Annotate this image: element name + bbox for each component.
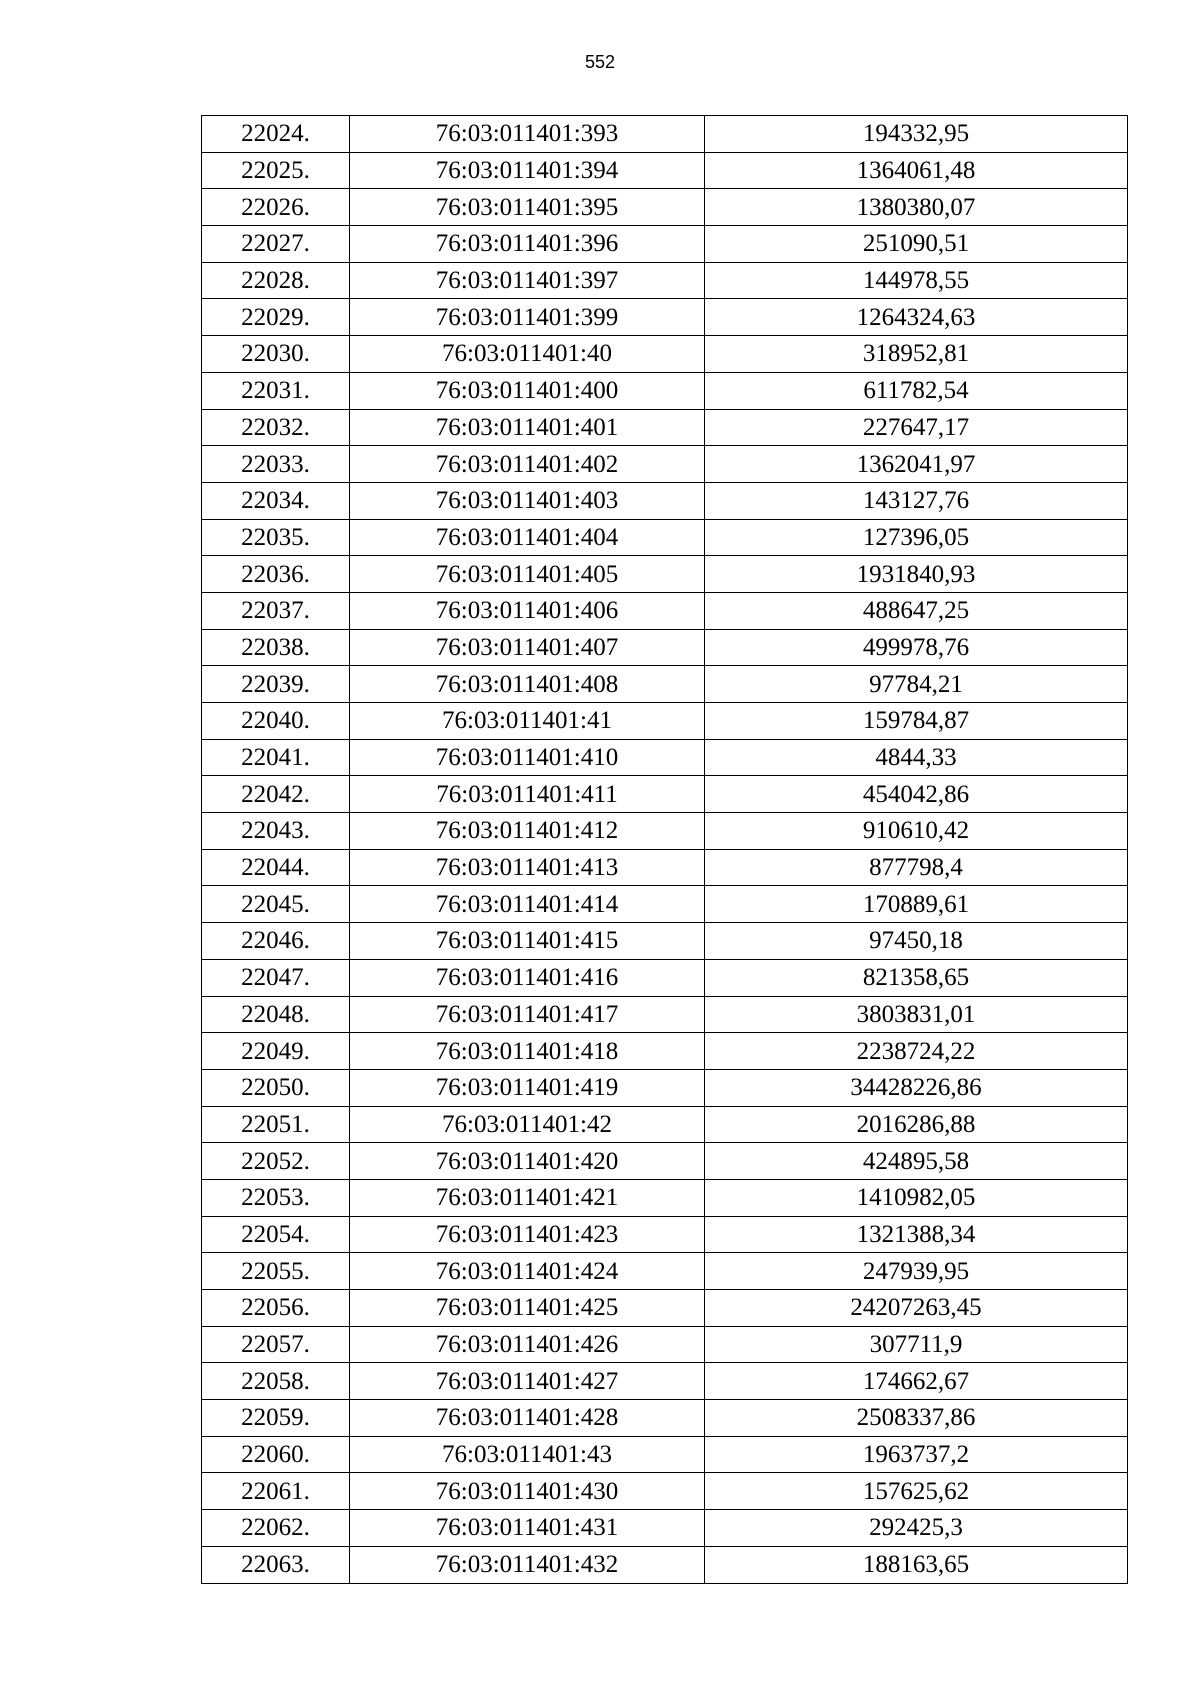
- row-number-cell: 22060.: [202, 1436, 350, 1473]
- cadastral-number-cell: 76:03:011401:415: [350, 923, 705, 960]
- row-number-cell: 22054.: [202, 1216, 350, 1253]
- row-number-cell: 22028.: [202, 262, 350, 299]
- value-cell: 2016286,88: [705, 1106, 1128, 1143]
- table-row: [202, 446, 1128, 483]
- table-row: [202, 1510, 1128, 1547]
- cadastral-number-cell: 76:03:011401:401: [350, 409, 705, 446]
- row-number-cell: 22063.: [202, 1546, 350, 1583]
- row-number-cell: 22032.: [202, 409, 350, 446]
- row-number-cell: 22057.: [202, 1326, 350, 1363]
- row-number-cell: 22046.: [202, 923, 350, 960]
- value-cell: 194332,95: [705, 116, 1128, 153]
- cadastral-number-cell: 76:03:011401:424: [350, 1253, 705, 1290]
- cadastral-number-cell: 76:03:011401:413: [350, 849, 705, 886]
- value-cell: 188163,65: [705, 1546, 1128, 1583]
- table-row: [202, 519, 1128, 556]
- row-number-cell: 22042.: [202, 776, 350, 813]
- row-number-cell: 22045.: [202, 886, 350, 923]
- cadastral-number-cell: 76:03:011401:396: [350, 226, 705, 263]
- cadastral-number-cell: 76:03:011401:426: [350, 1326, 705, 1363]
- value-cell: 910610,42: [705, 813, 1128, 850]
- row-number-cell: 22031.: [202, 372, 350, 409]
- value-cell: 170889,61: [705, 886, 1128, 923]
- value-cell: 821358,65: [705, 959, 1128, 996]
- table-row: [202, 813, 1128, 850]
- value-cell: 34428226,86: [705, 1069, 1128, 1106]
- row-number-cell: 22024.: [202, 116, 350, 153]
- cadastral-number-cell: 76:03:011401:412: [350, 813, 705, 850]
- row-number-cell: 22029.: [202, 299, 350, 336]
- value-cell: 159784,87: [705, 703, 1128, 740]
- value-cell: 1963737,2: [705, 1436, 1128, 1473]
- table-row: [202, 886, 1128, 923]
- cadastral-number-cell: 76:03:011401:417: [350, 996, 705, 1033]
- value-cell: 251090,51: [705, 226, 1128, 263]
- value-cell: 1264324,63: [705, 299, 1128, 336]
- value-cell: 1380380,07: [705, 189, 1128, 226]
- row-number-cell: 22025.: [202, 152, 350, 189]
- row-number-cell: 22034.: [202, 482, 350, 519]
- table-row: [202, 592, 1128, 629]
- row-number-cell: 22049.: [202, 1033, 350, 1070]
- cadastral-number-cell: 76:03:011401:430: [350, 1473, 705, 1510]
- row-number-cell: 22055.: [202, 1253, 350, 1290]
- value-cell: 877798,4: [705, 849, 1128, 886]
- value-cell: 97784,21: [705, 666, 1128, 703]
- row-number-cell: 22048.: [202, 996, 350, 1033]
- cadastral-number-cell: 76:03:011401:423: [350, 1216, 705, 1253]
- value-cell: 247939,95: [705, 1253, 1128, 1290]
- cadastral-number-cell: 76:03:011401:425: [350, 1290, 705, 1327]
- row-number-cell: 22053.: [202, 1179, 350, 1216]
- row-number-cell: 22044.: [202, 849, 350, 886]
- cadastral-number-cell: 76:03:011401:40: [350, 336, 705, 373]
- cadastral-number-cell: 76:03:011401:416: [350, 959, 705, 996]
- value-cell: 1931840,93: [705, 556, 1128, 593]
- value-cell: 499978,76: [705, 629, 1128, 666]
- value-cell: 144978,55: [705, 262, 1128, 299]
- row-number-cell: 22026.: [202, 189, 350, 226]
- row-number-cell: 22050.: [202, 1069, 350, 1106]
- table-row: [202, 1106, 1128, 1143]
- cadastral-number-cell: 76:03:011401:418: [350, 1033, 705, 1070]
- value-cell: 1321388,34: [705, 1216, 1128, 1253]
- table-row: [202, 996, 1128, 1033]
- table-row: [202, 666, 1128, 703]
- row-number-cell: 22061.: [202, 1473, 350, 1510]
- value-cell: 227647,17: [705, 409, 1128, 446]
- value-cell: 157625,62: [705, 1473, 1128, 1510]
- cadastral-number-cell: 76:03:011401:41: [350, 703, 705, 740]
- row-number-cell: 22047.: [202, 959, 350, 996]
- cadastral-number-cell: 76:03:011401:43: [350, 1436, 705, 1473]
- table-row: [202, 849, 1128, 886]
- cadastral-value-table: [201, 115, 1128, 1584]
- table-row: [202, 1143, 1128, 1180]
- table-row: [202, 1473, 1128, 1510]
- table-body: [202, 116, 1128, 1584]
- cadastral-number-cell: 76:03:011401:406: [350, 592, 705, 629]
- cadastral-number-cell: 76:03:011401:410: [350, 739, 705, 776]
- row-number-cell: 22058.: [202, 1363, 350, 1400]
- cadastral-number-cell: 76:03:011401:427: [350, 1363, 705, 1400]
- cadastral-number-cell: 76:03:011401:414: [350, 886, 705, 923]
- cadastral-number-cell: 76:03:011401:421: [350, 1179, 705, 1216]
- row-number-cell: 22027.: [202, 226, 350, 263]
- cadastral-number-cell: 76:03:011401:393: [350, 116, 705, 153]
- table-row: [202, 703, 1128, 740]
- value-cell: 127396,05: [705, 519, 1128, 556]
- table-row: [202, 629, 1128, 666]
- cadastral-number-cell: 76:03:011401:411: [350, 776, 705, 813]
- value-cell: 3803831,01: [705, 996, 1128, 1033]
- value-cell: 611782,54: [705, 372, 1128, 409]
- page-number: 552: [584, 52, 616, 72]
- value-cell: 488647,25: [705, 592, 1128, 629]
- table-row: [202, 409, 1128, 446]
- table-row: [202, 152, 1128, 189]
- row-number-cell: 22051.: [202, 1106, 350, 1143]
- value-cell: 143127,76: [705, 482, 1128, 519]
- table-row: [202, 1436, 1128, 1473]
- value-cell: 307711,9: [705, 1326, 1128, 1363]
- row-number-cell: 22030.: [202, 336, 350, 373]
- table-row: [202, 1069, 1128, 1106]
- cadastral-number-cell: 76:03:011401:42: [350, 1106, 705, 1143]
- table-row: [202, 189, 1128, 226]
- row-number-cell: 22043.: [202, 813, 350, 850]
- table-row: [202, 1363, 1128, 1400]
- cadastral-number-cell: 76:03:011401:432: [350, 1546, 705, 1583]
- table-row: [202, 1546, 1128, 1583]
- cadastral-number-cell: 76:03:011401:408: [350, 666, 705, 703]
- row-number-cell: 22036.: [202, 556, 350, 593]
- value-cell: 24207263,45: [705, 1290, 1128, 1327]
- cadastral-number-cell: 76:03:011401:395: [350, 189, 705, 226]
- table-row: [202, 1290, 1128, 1327]
- table-row: [202, 1253, 1128, 1290]
- cadastral-number-cell: 76:03:011401:394: [350, 152, 705, 189]
- value-cell: 97450,18: [705, 923, 1128, 960]
- cadastral-number-cell: 76:03:011401:404: [350, 519, 705, 556]
- row-number-cell: 22062.: [202, 1510, 350, 1547]
- table-row: [202, 556, 1128, 593]
- table-row: [202, 262, 1128, 299]
- row-number-cell: 22037.: [202, 592, 350, 629]
- row-number-cell: 22039.: [202, 666, 350, 703]
- table-row: [202, 776, 1128, 813]
- value-cell: 1362041,97: [705, 446, 1128, 483]
- table-row: [202, 299, 1128, 336]
- value-cell: 424895,58: [705, 1143, 1128, 1180]
- row-number-cell: 22052.: [202, 1143, 350, 1180]
- table-row: [202, 959, 1128, 996]
- table-row: [202, 739, 1128, 776]
- value-cell: 318952,81: [705, 336, 1128, 373]
- cadastral-number-cell: 76:03:011401:428: [350, 1400, 705, 1437]
- value-cell: 2238724,22: [705, 1033, 1128, 1070]
- table-row: [202, 1179, 1128, 1216]
- table-row: [202, 372, 1128, 409]
- table-row: [202, 226, 1128, 263]
- value-cell: 2508337,86: [705, 1400, 1128, 1437]
- cadastral-number-cell: 76:03:011401:420: [350, 1143, 705, 1180]
- cadastral-number-cell: 76:03:011401:431: [350, 1510, 705, 1547]
- value-cell: 454042,86: [705, 776, 1128, 813]
- row-number-cell: 22040.: [202, 703, 350, 740]
- table-row: [202, 336, 1128, 373]
- table-row: [202, 1216, 1128, 1253]
- cadastral-number-cell: 76:03:011401:399: [350, 299, 705, 336]
- table-row: [202, 1400, 1128, 1437]
- table-row: [202, 1326, 1128, 1363]
- cadastral-number-cell: 76:03:011401:419: [350, 1069, 705, 1106]
- row-number-cell: 22035.: [202, 519, 350, 556]
- cadastral-number-cell: 76:03:011401:400: [350, 372, 705, 409]
- row-number-cell: 22038.: [202, 629, 350, 666]
- table-row: [202, 482, 1128, 519]
- cadastral-number-cell: 76:03:011401:397: [350, 262, 705, 299]
- table-row: [202, 116, 1128, 153]
- row-number-cell: 22059.: [202, 1400, 350, 1437]
- value-cell: 1410982,05: [705, 1179, 1128, 1216]
- row-number-cell: 22033.: [202, 446, 350, 483]
- cadastral-number-cell: 76:03:011401:402: [350, 446, 705, 483]
- cadastral-number-cell: 76:03:011401:407: [350, 629, 705, 666]
- cadastral-number-cell: 76:03:011401:405: [350, 556, 705, 593]
- cadastral-number-cell: 76:03:011401:403: [350, 482, 705, 519]
- table-row: [202, 923, 1128, 960]
- row-number-cell: 22056.: [202, 1290, 350, 1327]
- value-cell: 4844,33: [705, 739, 1128, 776]
- row-number-cell: 22041.: [202, 739, 350, 776]
- value-cell: 1364061,48: [705, 152, 1128, 189]
- table-row: [202, 1033, 1128, 1070]
- value-cell: 174662,67: [705, 1363, 1128, 1400]
- value-cell: 292425,3: [705, 1510, 1128, 1547]
